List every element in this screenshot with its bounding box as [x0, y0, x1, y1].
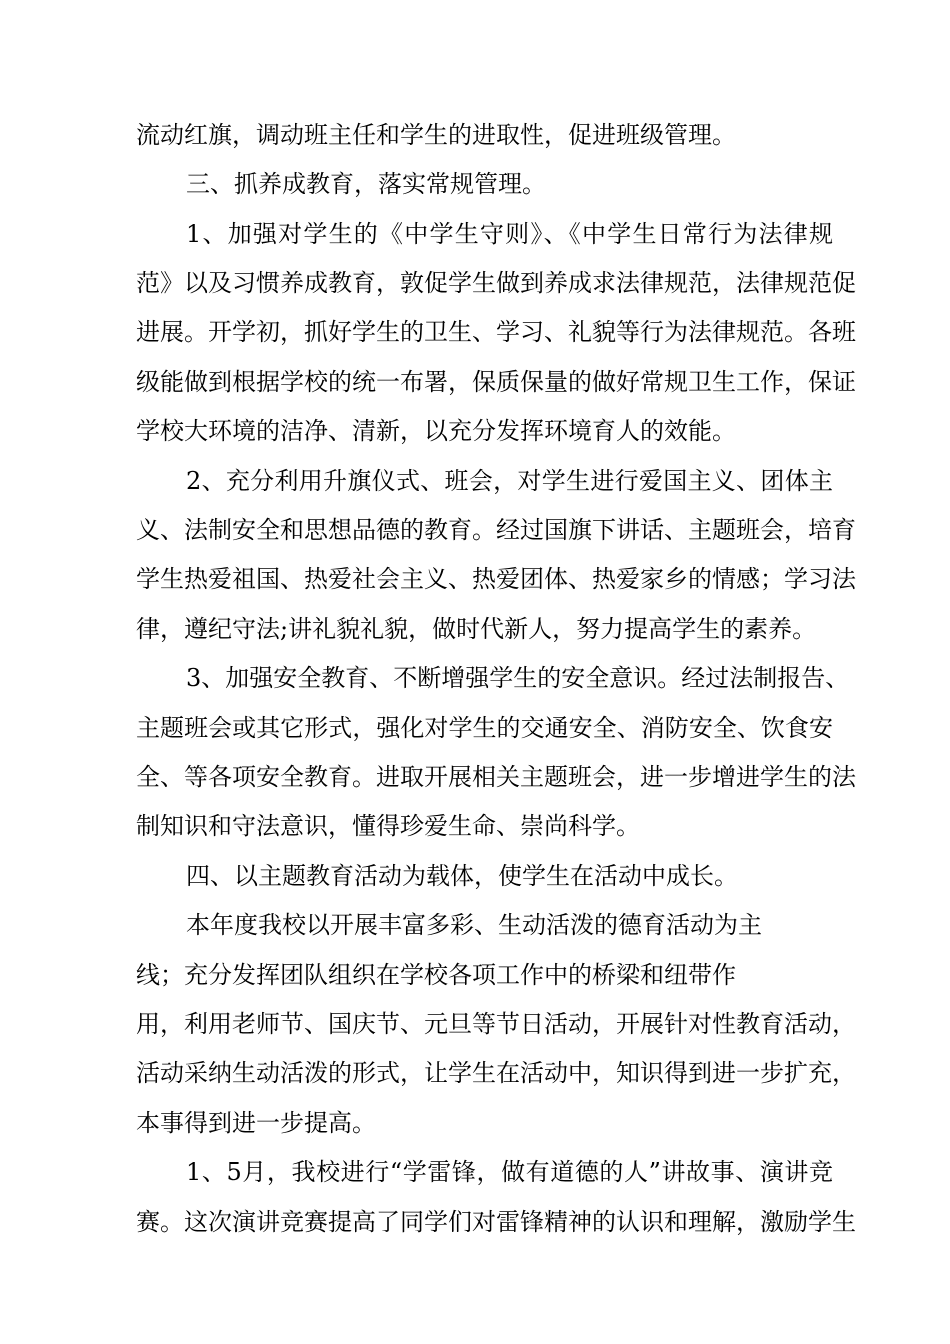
text-line-13: 主题班会或其它形式，强化对学生的交通安全、消防安全、饮食安	[136, 714, 833, 742]
text-line-22: 1、5月，我校进行“学雷锋，做有道德的人”讲故事、演讲竞	[186, 1158, 833, 1186]
text-line-19: 用，利用老师节、国庆节、元旦等节日活动，开展针对性教育活动，	[136, 1010, 856, 1038]
text-line-17: 本年度我校以开展丰富多彩、生动活泼的德育活动为主	[186, 911, 762, 939]
text-line-23: 赛。这次演讲竞赛提高了同学们对雷锋精神的认识和理解，激励学生	[136, 1208, 856, 1236]
text-line-18: 线；充分发挥团队组织在学校各项工作中的桥梁和纽带作	[136, 961, 736, 989]
text-line-5: 进展。开学初，抓好学生的卫生、学习、礼貌等行为法律规范。各班	[136, 318, 856, 346]
text-line-20: 活动采纳生动活泼的形式，让学生在活动中，知识得到进一步扩充，	[136, 1059, 856, 1087]
text-line-11: 律，遵纪守法;讲礼貌礼貌，做时代新人，努力提高学生的素养。	[136, 615, 817, 643]
text-line-1: 流动红旗，调动班主任和学生的进取性，促进班级管理。	[136, 121, 736, 149]
section-heading-3: 三、抓养成教育，落实常规管理。	[186, 170, 546, 198]
section-heading-4: 四、以主题教育活动为载体，使学生在活动中成长。	[186, 862, 738, 890]
text-line-15: 制知识和守法意识，懂得珍爱生命、崇尚科学。	[136, 812, 640, 840]
text-line-3: 1、加强对学生的《中学生守则》、《中学生日常行为法律规	[186, 220, 833, 248]
text-line-9: 义、法制安全和思想品德的教育。经过国旗下讲话、主题班会，培育	[136, 516, 856, 544]
text-line-4: 范》以及习惯养成教育，敦促学生做到养成求法律规范，法律规范促	[136, 269, 856, 297]
text-line-6: 级能做到根据学校的统一布署，保质保量的做好常规卫生工作，保证	[136, 368, 856, 396]
text-line-8: 2、充分利用升旗仪式、班会，对学生进行爱国主义、团体主	[186, 467, 833, 495]
text-line-7: 学校大环境的洁净、清新，以充分发挥环境育人的效能。	[136, 417, 736, 445]
text-line-12: 3、加强安全教育、不断增强学生的安全意识。经过法制报告、	[186, 664, 850, 692]
text-line-10: 学生热爱祖国、热爱社会主义、热爱团体、热爱家乡的情感；学习法	[136, 565, 856, 593]
text-line-14: 全、等各项安全教育。进取开展相关主题班会，进一步增进学生的法	[136, 763, 856, 791]
text-line-21: 本事得到进一步提高。	[136, 1109, 376, 1137]
